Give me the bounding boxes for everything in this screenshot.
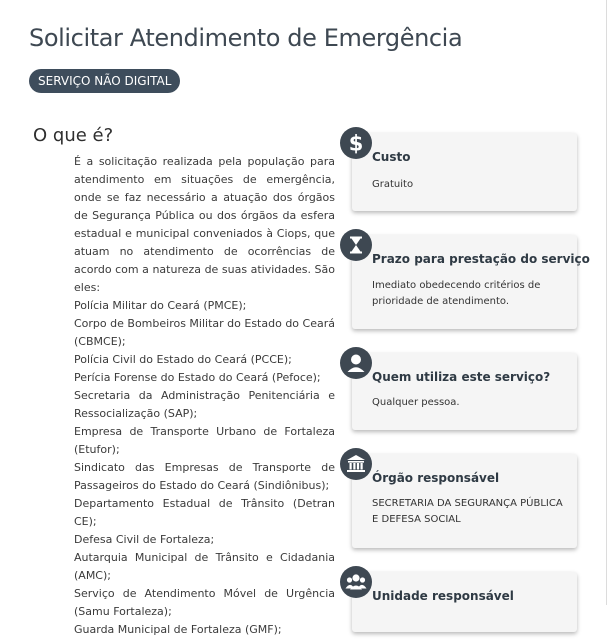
deadline-card (352, 235, 590, 329)
hourglass-icon (340, 229, 372, 261)
unit-title: Unidade responsável (372, 589, 514, 603)
agency-item: Autarquia Municipal de Trânsito e Cidadania (AMC); (74, 551, 335, 582)
responsible-organ-card (352, 454, 577, 548)
institution-icon (340, 448, 372, 480)
cost-title: Custo (372, 150, 411, 164)
section-title-what-is: O que é? (33, 125, 114, 146)
users-icon (340, 566, 372, 598)
agency-item: Departamento Estadual de Trânsito (Detran CE); (74, 497, 335, 528)
organ-title: Órgão responsável (372, 471, 500, 485)
agency-item: Corpo de Bombeiros Militar do Estado do Ceará (CBMCE); (74, 317, 335, 348)
agency-item: Polícia Civil do Estado do Ceará (PCCE); (74, 353, 292, 366)
svg-text:$: $ (348, 131, 364, 156)
audience-card (352, 353, 577, 430)
deadline-title: Prazo para prestação do serviço (372, 252, 590, 266)
user-icon (340, 347, 372, 379)
audience-value: Qualquer pessoa. (372, 397, 460, 408)
agency-item: Defesa Civil de Fortaleza; (74, 533, 215, 546)
responsible-unit-card (352, 572, 577, 632)
dollar-icon (340, 127, 372, 159)
description-intro: É a solicitação realizada pela população para atendimento em situações de emergência, onde se faz necessário a atuação dos órgãos de Segurança Pública ou dos órgãos da esfera estadual e municipal conveniados à Ciops, que atuam no atendimento de ocorrências de acordo com a natureza de suas atividades. São eles: (74, 155, 335, 294)
agency-item: Guarda Municipal de Fortaleza (GMF); (74, 623, 282, 636)
agency-item: Sindicato das Empresas de Transporte de Passageiros do Estado do Ceará (Sindiônibus); (74, 461, 335, 492)
agency-item: Perícia Forense do Estado do Ceará (Pefoce); (74, 371, 321, 384)
cost-card (348, 131, 577, 211)
service-type-badge: SERVIÇO NÃO DIGITAL (29, 69, 180, 93)
service-description (74, 153, 335, 639)
cost-value: Gratuito (372, 179, 414, 190)
agency-item: Polícia Militar do Ceará (PMCE); (74, 299, 247, 312)
agency-item: Empresa de Transporte Urbano de Fortaleza (Etufor); (74, 425, 335, 456)
agency-item: Secretaria da Administração Penitenciária e Ressocialização (SAP); (74, 389, 335, 420)
right-border (606, 0, 607, 605)
audience-title: Quem utiliza este serviço? (372, 370, 551, 384)
page-title: Solicitar Atendimento de Emergência (29, 24, 463, 52)
agency-item: Serviço de Atendimento Móvel de Urgência (Samu Fortaleza); (74, 587, 335, 618)
deadline-value: Imediato obedecendo critérios de prioridade de atendimento. (372, 280, 541, 307)
organ-value: SECRETARIA DA SEGURANÇA PÚBLICA E DEFESA SOCIAL (372, 498, 563, 525)
